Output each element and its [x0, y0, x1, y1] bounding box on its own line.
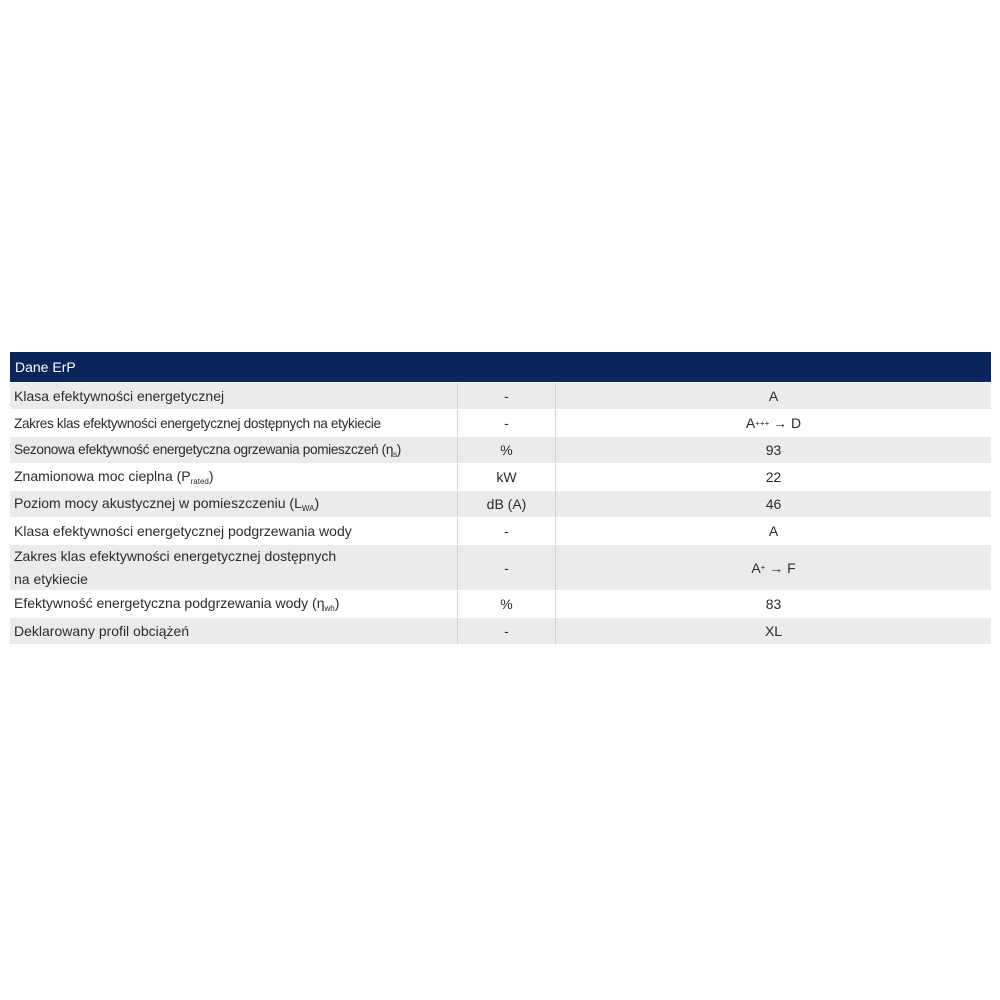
row-label: Zakres klas efektywności energetycznej dostępnych na etykiecie [10, 410, 458, 436]
row-value: A + → F [751, 559, 796, 576]
row-unit: % [458, 437, 556, 463]
row-value: 83 [765, 596, 782, 612]
row-label: Sezonowa efektywność energetyczna ogrzewania pomieszczeń $(\eta_s)$ [10, 437, 458, 463]
table-row [10, 490, 991, 517]
row-value: 93 [765, 442, 782, 458]
row-label: Poziom mocy akustycznej w pomieszczeniu $(L_{WA})$ [10, 491, 458, 517]
row-value: A [768, 388, 779, 404]
row-label: Znamionowa moc cieplna $(P_{rated})$ [10, 464, 458, 490]
row-unit: % [458, 591, 556, 617]
row-value: XL [764, 623, 783, 639]
row-unit: kW [458, 464, 556, 490]
row-unit: dB (A) [458, 491, 556, 517]
row-value: A +++ → D [745, 415, 802, 431]
row-value: 46 [765, 496, 782, 512]
row-label: Zakres klas efektywności energetycznej dostępnych na etykiecie [10, 545, 458, 590]
row-label: Efektywność energetyczna podgrzewania wody $(\eta_{wh})$ [10, 591, 458, 617]
table-row [10, 436, 991, 463]
row-unit: - [458, 518, 556, 544]
table-row [10, 517, 991, 544]
row-unit: - [458, 383, 556, 409]
table-header: Dane ErP [10, 352, 991, 382]
row-unit: - [458, 410, 556, 436]
row-unit: - [458, 545, 556, 590]
table-row [10, 617, 991, 644]
row-label: Klasa efektywności energetycznej [10, 383, 458, 409]
table-row [10, 409, 991, 436]
table-row [10, 463, 991, 490]
erp-data-table [10, 352, 991, 644]
row-label: Deklarowany profil obciążeń [10, 618, 458, 644]
row-label: Klasa efektywności energetycznej podgrzewania wody [10, 518, 458, 544]
row-unit: - [458, 618, 556, 644]
row-value: 22 [765, 469, 782, 485]
table-row [10, 382, 991, 409]
table-row [10, 544, 991, 590]
table-body [10, 382, 991, 644]
table-row [10, 590, 991, 617]
row-value: A [768, 523, 779, 539]
